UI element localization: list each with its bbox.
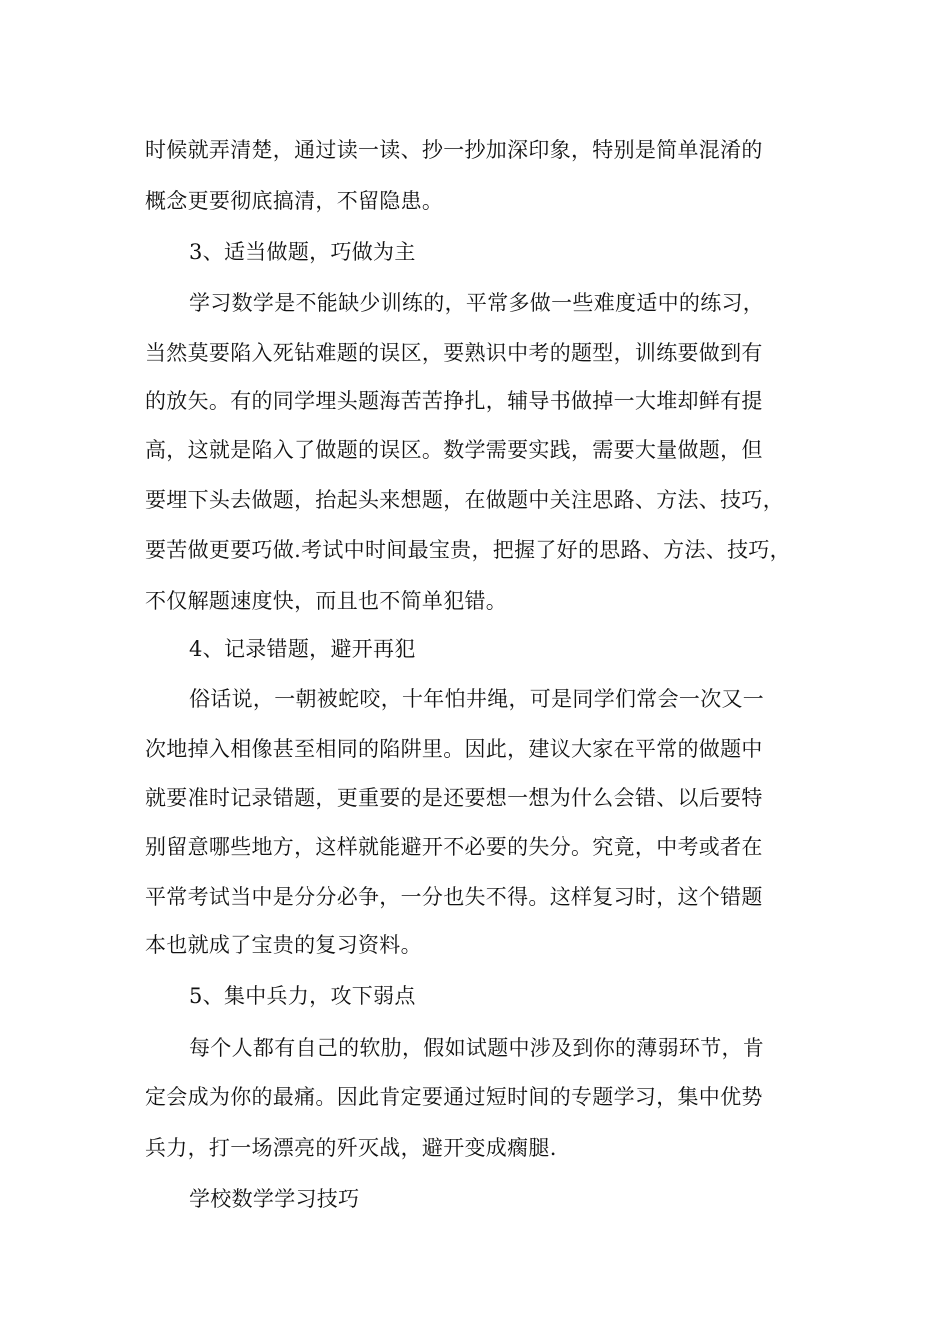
text-line: 概念更要彻底搞清，不留隐患。 xyxy=(145,189,444,213)
text-line: 时候就弄清楚，通过读一读、抄一抄加深印象，特别是简单混淆的 xyxy=(145,138,763,162)
text-line: 本也就成了宝贵的复习资料。 xyxy=(145,933,422,957)
text-line: 就要准时记录错题，更重要的是还要想一想为什么会错、以后要特 xyxy=(145,786,763,810)
text-line: 别留意哪些地方，这样就能避开不必要的失分。究竟，中考或者在 xyxy=(145,835,763,859)
text-line: 高，这就是陷入了做题的误区。数学需要实践，需要大量做题，但 xyxy=(145,438,763,462)
text-line: 学习数学是不能缺少训练的，平常多做一些难度适中的练习， xyxy=(189,291,765,315)
section-heading: 学校数学学习技巧 xyxy=(189,1187,360,1211)
text-line: 兵力，打一场漂亮的歼灭战，避开变成瘸腿. xyxy=(145,1136,557,1160)
section-heading: 5、集中兵力，攻下弱点 xyxy=(189,984,416,1008)
text-line: 定会成为你的最痛。因此肯定要通过短时间的专题学习，集中优势 xyxy=(145,1085,763,1109)
text-line: 的放矢。有的同学埋头题海苦苦挣扎，辅导书做掉一大堆却鲜有提 xyxy=(145,389,763,413)
text-line: 每个人都有自己的软肋，假如试题中涉及到你的薄弱环节，肯 xyxy=(189,1036,765,1060)
text-line: 要埋下头去做题，抬起头来想题，在做题中关注思路、方法、技巧， xyxy=(145,488,784,512)
text-line: 平常考试当中是分分必争，一分也失不得。这样复习时，这个错题 xyxy=(145,885,763,909)
section-heading: 4、记录错题，避开再犯 xyxy=(189,637,416,661)
text-line: 次地掉入相像甚至相同的陷阱里。因此，建议大家在平常的做题中 xyxy=(145,737,763,761)
text-line: 不仅解题速度快，而且也不简单犯错。 xyxy=(145,589,508,613)
text-line: 俗话说，一朝被蛇咬，十年怕井绳，可是同学们常会一次又一 xyxy=(189,687,765,711)
section-heading: 3、适当做题，巧做为主 xyxy=(189,240,416,264)
text-line: 要苦做更要巧做.考试中时间最宝贵，把握了好的思路、方法、技巧， xyxy=(145,538,791,562)
text-line: 当然莫要陷入死钻难题的误区，要熟识中考的题型，训练要做到有 xyxy=(145,341,763,365)
